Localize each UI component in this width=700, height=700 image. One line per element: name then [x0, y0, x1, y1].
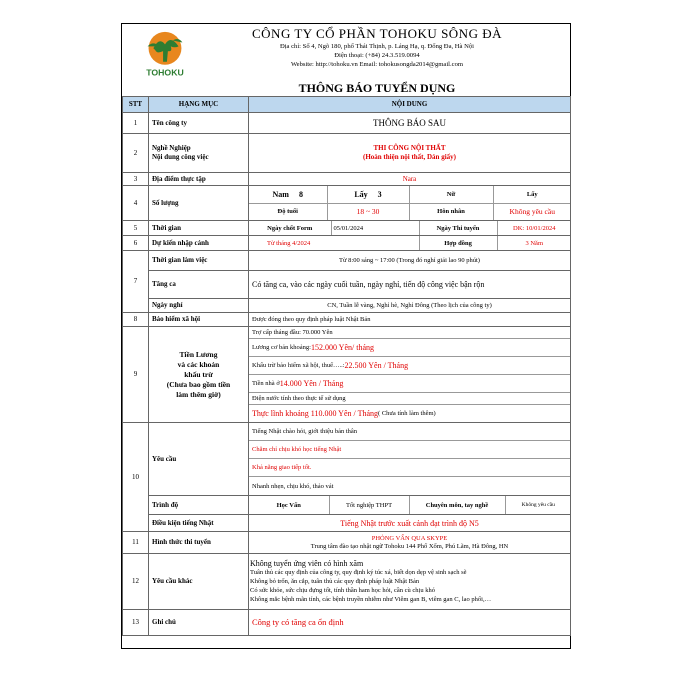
row-label: Ngày nghỉ — [149, 299, 249, 313]
exam-date-value: DK: 10/01/2024 — [497, 221, 571, 235]
other-requirements — [249, 554, 571, 610]
table-row — [123, 236, 571, 251]
table-row — [123, 554, 571, 610]
work-hours-value: Từ 8:00 sáng ~ 17:00 (Trong đó nghỉ giải lao 90 phút) — [249, 251, 571, 271]
row-label — [149, 134, 249, 173]
table-row — [123, 173, 571, 186]
education-cell — [249, 496, 571, 515]
row-label: Hình thức thi tuyển — [149, 532, 249, 554]
company-value: THÔNG BÁO SAU — [249, 113, 571, 134]
row-label: Địa điểm thực tập — [149, 173, 249, 186]
table-row — [123, 532, 571, 554]
table-row — [123, 251, 571, 271]
form-date-label: Ngày chốt Form — [267, 224, 313, 232]
table-row — [123, 221, 571, 236]
requirement-line: Chăm chỉ chịu khó học tiếng Nhật — [249, 441, 570, 459]
table-row — [123, 299, 571, 313]
row-label: Trình độ — [149, 496, 249, 515]
time-cell — [249, 221, 571, 236]
take-label: Lấy — [354, 189, 368, 199]
requirements-cell — [249, 423, 571, 496]
other-line: Không tuyển ứng viên có hình xăm — [250, 559, 364, 568]
row-number: 3 — [123, 173, 149, 186]
row-label: Thời gian làm việc — [149, 251, 249, 271]
salary-line: Khấu trừ bảo hiểm xã hội, thuế…..: 22.500 Yên / Tháng — [249, 357, 570, 375]
row-number: 11 — [123, 532, 149, 554]
row-label: Thời gian — [149, 221, 249, 236]
requirement-line: Khả năng giao tiếp tốt. — [249, 459, 570, 477]
table-row — [123, 271, 571, 299]
salary-cell — [249, 327, 571, 423]
table-row — [123, 313, 571, 327]
company-address: Địa chỉ: Số 4, Ngõ 180, phố Thái Thịnh, p. Láng Hạ, q. Đống Đa, Hà Nội — [279, 43, 475, 50]
requirement-line: Nhanh nhẹn, chịu khó, thảo vát — [252, 482, 334, 490]
salary-line: Điện nước tính theo thực tế sử dụng — [249, 393, 570, 405]
job-detail: (Hoàn thiện nội thất, Dán giấy) — [363, 153, 456, 161]
table-row — [123, 327, 571, 423]
row-label: Điều kiện tiếng Nhật — [149, 515, 249, 532]
salary-line: Trợ cấp tháng đầu: 70.000 Yên — [249, 327, 570, 339]
salary-line: Tiền nhà ở 14.000 Yên / Tháng — [249, 375, 570, 393]
education-label: Học Vấn — [276, 501, 301, 509]
row-number: 10 — [123, 423, 149, 532]
other-line: Không bỏ trốn, ăn cắp, tuân thủ các quy định pháp luật Nhật Bản — [250, 578, 420, 585]
row-label — [149, 327, 249, 423]
tohoku-logo — [136, 27, 194, 85]
take-value: 3 — [377, 189, 382, 199]
row-number: 9 — [123, 327, 149, 423]
exam-method: PHỎNG VẤN QUA SKYPE — [371, 534, 448, 542]
exam-form-value — [249, 532, 571, 554]
education-value: Tốt nghiệp THPT — [329, 496, 409, 514]
contract-label: Hợp đồng — [419, 236, 497, 250]
age-label: Độ tuổi — [249, 203, 327, 220]
label-line: khấu trừ — [184, 369, 213, 379]
marital-label: Hôn nhân — [409, 203, 493, 220]
row-number: 4 — [123, 186, 149, 221]
exam-location: Trung tâm đào tạo nhật ngữ Tohoku 144 Phố Xốm, Phú Lãm, Hà Đông, HN — [310, 542, 509, 550]
document-header — [122, 24, 570, 96]
location-value: Nara — [249, 173, 571, 186]
table-row — [123, 186, 571, 221]
row-number: 5 — [123, 221, 149, 236]
row-number: 1 — [123, 113, 149, 134]
table-row — [123, 423, 571, 496]
housing-value: 14.000 Yên / Tháng — [279, 379, 344, 388]
table-row — [123, 515, 571, 532]
logo-text: TOHOKU — [146, 67, 184, 78]
requirement-line: Tiếng Nhật chào hỏi, giới thiệu bản thân — [249, 423, 570, 441]
exam-date-label: Ngày Thi tuyển — [419, 221, 497, 235]
entry-cell — [249, 236, 571, 251]
table-row — [123, 134, 571, 173]
row-label: Số lượng — [149, 186, 249, 221]
label-line: Nội dung công việc — [152, 153, 209, 161]
skill-label: Chuyên môn, tay nghề — [409, 496, 505, 514]
row-number: 6 — [123, 236, 149, 251]
male-label: Nam — [272, 189, 289, 199]
overtime-value: Có tăng ca, vào các ngày cuối tuần, ngày nghỉ, tiến độ công việc bận rộn — [249, 271, 571, 299]
label-line: làm thêm giờ) — [176, 389, 221, 399]
row-label: Yêu cầu khác — [149, 554, 249, 610]
deduction-value: 22.500 Yên / Tháng — [344, 361, 409, 370]
net-salary: Thực lĩnh khoảng 110.000 Yên / Tháng — [252, 409, 379, 418]
company-name: CÔNG TY CỔ PHẦN TOHOKU SÔNG ĐÀ — [252, 26, 502, 41]
age-value: 18 ~ 30 — [327, 203, 409, 220]
entry-value: Từ tháng 4/2024 — [267, 239, 311, 247]
row-label: Bảo hiểm xã hội — [149, 313, 249, 327]
male-value: 8 — [298, 189, 303, 199]
japanese-value: Tiếng Nhật trước xuất cảnh đạt trình độ N5 — [249, 515, 571, 532]
job-title: THI CÔNG NỘI THẤT — [373, 144, 446, 152]
skill-value: Không yêu cầu — [505, 496, 571, 514]
table-row — [123, 113, 571, 134]
other-line: Có sức khỏe, sức chịu đựng tốt, tính thần ham học hỏi, cần cù chịu khó — [250, 587, 435, 594]
other-line: Tuân thủ các quy định của công ty, quy định ký túc xá, biết dọn dẹp vệ sinh sạch sẽ — [250, 569, 467, 576]
row-label: Tên công ty — [149, 113, 249, 134]
basic-salary: 152.000 Yên/ tháng — [310, 343, 374, 352]
row-number: 8 — [123, 313, 149, 327]
row-label: Tăng ca — [149, 271, 249, 299]
label-line: (Chưa bao gồm tiền — [166, 379, 231, 389]
quantity-cell — [249, 186, 571, 221]
row-number: 7 — [123, 251, 149, 313]
company-web: Website: http://tohoku.vn Email: tohokusongda2014@gmail.com — [290, 61, 464, 68]
page-title: THÔNG BÁO TUYỂN DỤNG — [298, 81, 456, 95]
take-label-2: Lấy — [493, 186, 571, 203]
recruitment-notice — [121, 23, 571, 649]
table-row — [123, 496, 571, 515]
col-item: HẠNG MỤC — [149, 97, 249, 113]
company-phone: Điện thoại: (+84) 24.3.519.0094 — [334, 52, 420, 59]
note-value: Công ty có tăng ca ổn định — [249, 610, 571, 636]
table-header-row — [123, 97, 571, 113]
col-stt: STT — [123, 97, 149, 113]
row-number: 2 — [123, 134, 149, 173]
salary-line: Lương cơ bản khoảng: 152.000 Yên/ tháng — [249, 339, 570, 357]
salary-line: Thực lĩnh khoảng 110.000 Yên / Tháng ( Chưa tính làm thêm) — [252, 409, 436, 418]
row-label: Yêu cầu — [149, 423, 249, 496]
days-off-value: CN, Tuần lễ vàng, Nghỉ hè, Nghỉ Đông (Theo lịch của công ty) — [249, 299, 571, 313]
insurance-value: Được đóng theo quy định pháp luật Nhật Bản — [249, 313, 571, 327]
label-line: Tiền Lương — [179, 349, 218, 359]
row-label: Ghi chú — [149, 610, 249, 636]
table-row — [123, 610, 571, 636]
label-line: Nghề Nghiệp — [152, 144, 191, 152]
female-label: Nữ — [409, 186, 493, 203]
other-line: Không mắc bệnh mãn tính, các bệnh truyền nhiễm như Viêm gan B, viêm gan C, lao phổi,… — [250, 596, 492, 603]
recruitment-table — [122, 96, 571, 636]
row-number: 13 — [123, 610, 149, 636]
label-line: và các khoản — [177, 359, 220, 369]
job-value — [249, 134, 571, 173]
form-date-value: 05/01/2024 — [331, 221, 419, 235]
col-content: NỘI DUNG — [249, 97, 571, 113]
marital-value: Không yêu cầu — [493, 203, 571, 220]
row-label: Dự kiến nhập cảnh — [149, 236, 249, 251]
contract-value: 3 Năm — [497, 236, 571, 250]
row-number: 12 — [123, 554, 149, 610]
